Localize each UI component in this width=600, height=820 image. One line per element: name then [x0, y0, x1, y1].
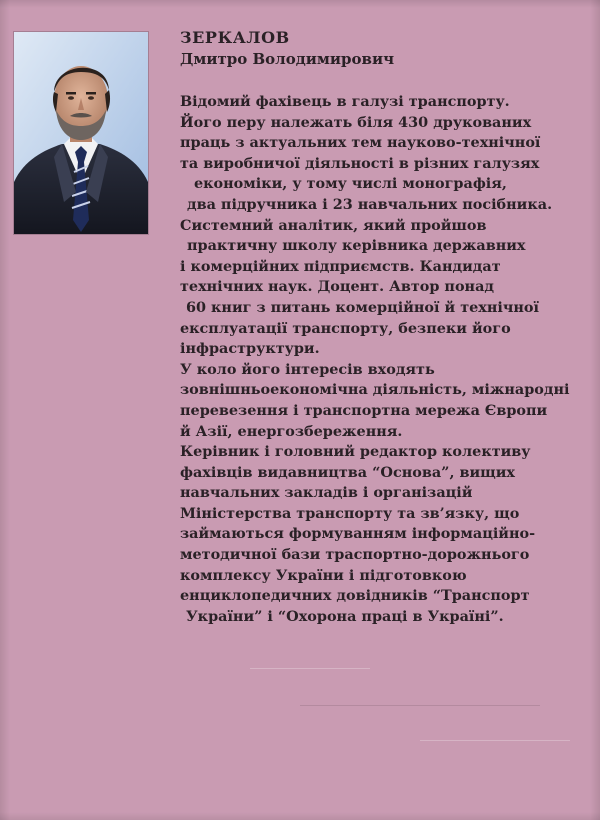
bio-line: перевезення і транспортна мережа Європи [180, 401, 548, 419]
bio-line: Його перу належать біля 430 друкованих [180, 113, 532, 131]
bio-line: Керівник і головний редактор колективу [180, 443, 531, 461]
bio-line: технічних наук. Доцент. Автор понад [180, 278, 495, 296]
cover-scratch [420, 740, 570, 741]
cover-scratch [300, 705, 540, 706]
bio-line: Міністерства транспорту та зв’язку, що [180, 504, 520, 522]
bio-line: два підручника і 23 навчальних посібника. [187, 195, 553, 213]
bio-line: Системний аналітик, який пройшов [180, 216, 487, 234]
bio-line: Відомий фахівець в галузі транспорту. [180, 93, 510, 110]
bio-line: фахівців видавництва “Основа”, вищих [180, 463, 515, 481]
bio-line: комплексу України і підготовкою [180, 566, 467, 584]
bio-line: праць з актуальних тем науково-технічної [180, 134, 541, 152]
bio-line: та виробничої діяльності в різних галузях [180, 154, 540, 172]
bio-line: практичну школу керівника державних [187, 237, 526, 255]
bio-line: методичної бази траспортно-дорожнього [180, 546, 530, 564]
portrait-photo-icon [14, 32, 148, 234]
author-name-patronymic: Дмитро Володимирович [180, 50, 395, 68]
bio-line: займаються формуванням інформаційно- [180, 525, 536, 543]
bio-line: економіки, у тому числі монографія, [194, 175, 507, 193]
author-photo [14, 32, 148, 234]
author-surname: ЗЕРКАЛОВ [180, 28, 290, 47]
bio-line: 60 книг з питань комерційної й технічної [186, 298, 539, 316]
bio-line: зовнішньоекономічна діяльність, міжнародні [180, 381, 570, 399]
bio-line: У коло його інтересів входять [180, 360, 435, 378]
bio-line: енциклопедичних довідників “Транспорт [180, 587, 530, 605]
bio-line: й Азії, енергозбереження. [180, 422, 403, 440]
cover-scratch [250, 668, 370, 669]
bio-line: і комерційних підприємств. Кандидат [180, 257, 501, 275]
bio-line: експлуатації транспорту, безпеки його [180, 319, 511, 337]
bio-line: інфраструктури. [180, 340, 320, 358]
bio-line: України” і “Охорона праці в Україні”. [186, 607, 504, 625]
author-biography [180, 92, 590, 627]
bio-line: навчальних закладів і організацій [180, 484, 473, 502]
